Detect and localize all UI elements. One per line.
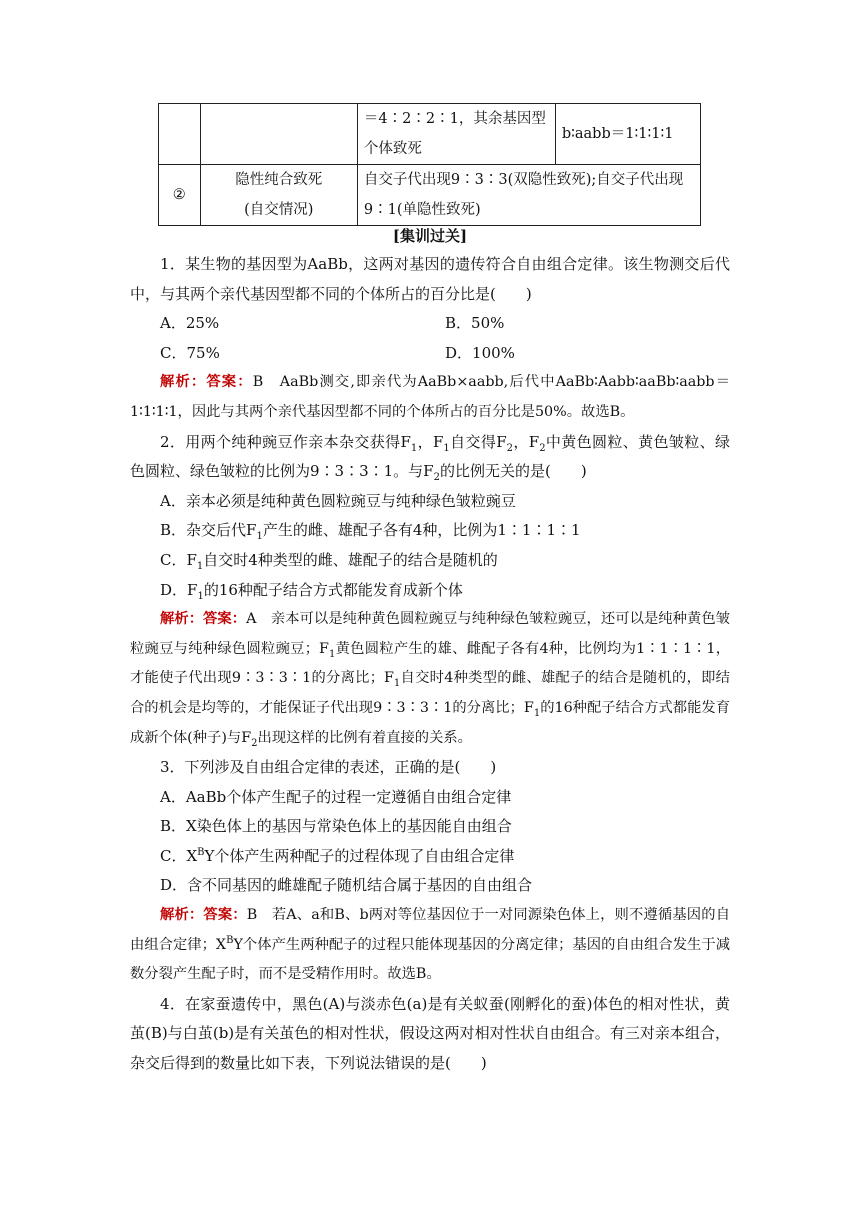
table-cell-index: ②	[159, 165, 201, 226]
subscript: 2	[539, 442, 546, 454]
question-1-stem: 1．某生物的基因型为AaBb，这两对基因的遗传符合自由组合定律。该生物测交后代中，与其两个亲代基因型都不同的个体所占的百分比是( )	[130, 255, 730, 303]
option-a: A．亲本必须是纯种黄色圆粒豌豆与纯种绿色皱粒豌豆	[160, 491, 516, 510]
subscript: 1	[533, 707, 541, 719]
section-title: [集训过关]	[392, 227, 468, 245]
answer-text: 的16种配子结合方式都能发育成新个体(种子)与F	[130, 699, 730, 746]
option-text: 产生的雌、雄配子各有4种，比例为1∶1∶1∶1	[262, 521, 581, 540]
option-c	[130, 842, 730, 872]
superscript: B	[197, 846, 205, 858]
question-3-stem: 3．下列涉及自由组合定律的表述，正确的是( )	[160, 758, 497, 777]
subscript: 2	[506, 442, 514, 454]
answer-label: 解析：答案：	[160, 611, 247, 628]
lethal-type-note: (自交情况)	[244, 202, 314, 218]
option-b: B．50%	[445, 314, 505, 333]
lethal-type-label: 隐性纯合致死	[235, 172, 323, 188]
answer-text: Y个体产生两种配子的过程只能体现基因的分离定律；基因的自由组合发生于减数分裂产生配子时，而不是受精作用时。故选B。	[130, 936, 730, 983]
stem-text: 2．用两个纯种豌豆作亲本杂交获得F	[160, 432, 411, 451]
subscript: 1	[196, 560, 204, 572]
option-d: D．含不同基因的雌雄配子随机结合属于基因的自由组合	[160, 876, 533, 895]
option-text: D．F	[160, 580, 198, 599]
option-b: B．X染色体上的基因与常染色体上的基因能自由组合	[160, 817, 512, 836]
table-row	[159, 104, 701, 165]
option-a: A．AaBb个体产生配子的过程一定遵循自由组合定律	[160, 787, 512, 806]
answer-text: B AaBb测交,即亲代为AaBb×aabb,后代中AaBb∶Aabb∶aaBb∶aabb＝1∶1∶1∶1，因此与其两个亲代基因型都不同的个体所占的百分比是50%。故选B。	[130, 374, 731, 420]
table-row	[159, 165, 701, 226]
option-b	[130, 516, 730, 546]
question-1-answer	[130, 368, 730, 427]
option-c: C．75%	[160, 343, 220, 362]
option-c	[130, 546, 730, 576]
option-d	[130, 576, 730, 606]
subscript: 2	[433, 472, 440, 484]
subscript: 2	[251, 737, 258, 749]
table-cell-ratio: ＝4∶2∶2∶1，其余基因型个体致死	[357, 104, 555, 165]
answer-text: 自交时4种类型的雌、雄配子的结合是随机的，即结合的机会是均等的，才能保证子代出现9∶3∶3∶1的分离比；F	[130, 670, 730, 716]
subscript: 1	[393, 678, 401, 690]
option-a: A．25%	[160, 314, 220, 333]
option-text: B．杂交后代F	[160, 521, 257, 540]
stem-text: ，F	[513, 432, 540, 451]
answer-text: 黄色圆粒产生的雄、雌配子各有4种，比例均为1∶1∶1∶1，才能使子代出现9∶3∶3∶1的分离比；F	[130, 640, 730, 687]
subscript: 1	[443, 442, 450, 454]
stem-text: 中黄色圆粒、黄色皱粒、绿色圆粒、绿色皱粒的比例为9∶3∶3∶1。与F	[130, 432, 730, 481]
question-1-options-row-1	[130, 309, 730, 339]
table-cell-result: 自交子代出现9∶3∶3(双隐性致死);自交子代出现9∶1(单隐性致死)	[357, 165, 700, 226]
subscript: 1	[410, 442, 418, 454]
option-text: 自交时4种类型的雌、雄配子的结合是随机的	[203, 550, 498, 569]
questions-body	[130, 250, 730, 1079]
option-text: C．X	[160, 846, 198, 865]
table-cell-testcross: b∶aabb＝1∶1∶1∶1	[555, 104, 700, 165]
stem-text: 自交得F	[449, 432, 507, 451]
answer-text: 出现这样的比例有着直接的关系。	[257, 729, 472, 746]
answer-text: A 亲本可以是纯种黄色圆粒豌豆与纯种绿色皱粒豌豆，还可以是纯种黄色皱粒豌豆与纯种绿色圆粒豌豆；F	[130, 611, 730, 657]
subscript: 1	[197, 590, 204, 602]
lethal-genotype-table	[158, 103, 701, 226]
question-3-answer	[130, 901, 730, 990]
answer-label: 解析：答案：	[160, 907, 247, 924]
option-text: 的16种配子结合方式都能发育成新个体	[203, 580, 463, 599]
stem-text: ，F	[417, 432, 444, 451]
subscript: 1	[328, 648, 336, 660]
question-4-stem: 4．在家蚕遗传中，黑色(A)与淡赤色(a)是有关蚁蚕(刚孵化的蚕)体色的相对性状，黄茧(B)与白茧(b)是有关茧色的相对性状，假设这两对相对性状自由组合。有三对亲本组合，杂交后得到的数量比如下表，下列说法错误的是( )	[130, 994, 730, 1073]
answer-label: 解析：答案：	[160, 374, 253, 391]
question-2-stem	[130, 428, 730, 487]
subscript: 1	[256, 531, 263, 543]
table-cell-index	[159, 104, 201, 165]
answer-text: B 若A、a和B、b两对等位基因位于一对同源染色体上，则不遵循基因的自由组合定律；X	[130, 907, 731, 953]
superscript: B	[226, 934, 234, 946]
option-d: D．100%	[445, 343, 515, 362]
table-cell-type	[200, 165, 357, 226]
stem-text: 的比例无关的是( )	[439, 462, 587, 481]
option-text: C．F	[160, 550, 197, 569]
table-cell-type	[200, 104, 357, 165]
question-2-answer	[130, 605, 730, 753]
question-1-options-row-2	[130, 339, 730, 369]
option-text: Y个体产生两种配子的过程体现了自由组合定律	[204, 846, 515, 865]
